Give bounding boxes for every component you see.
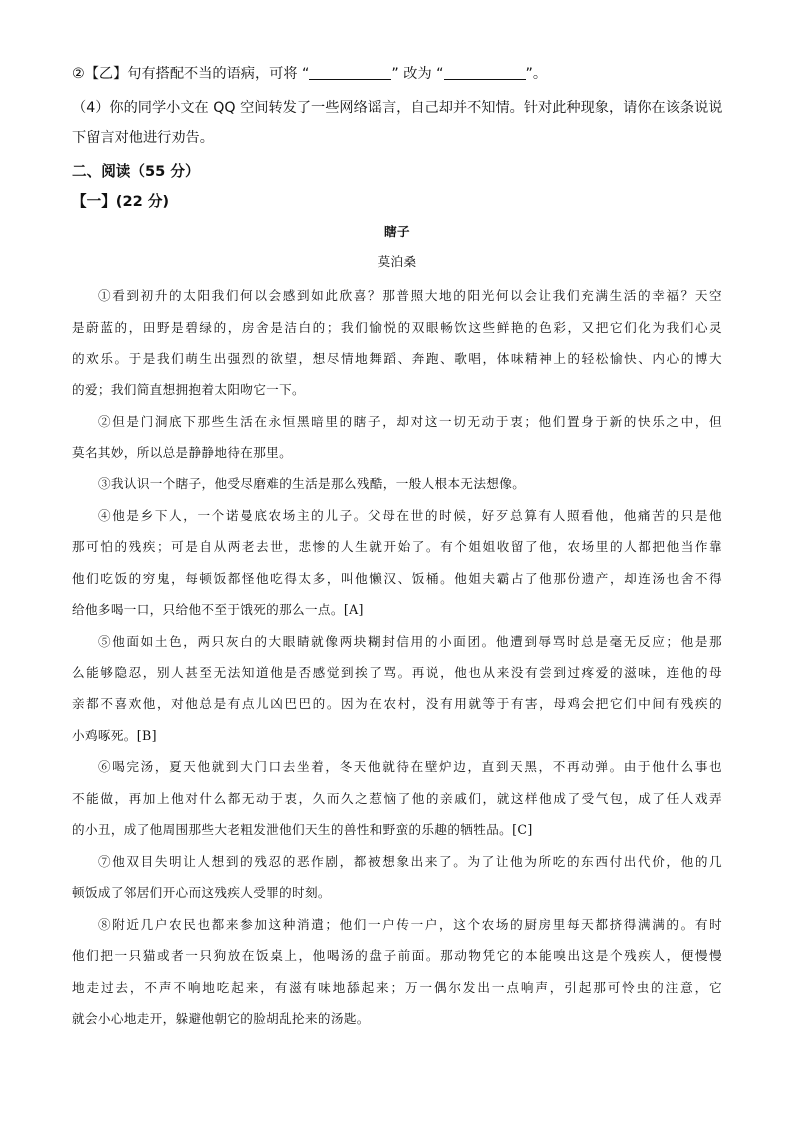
article-line: 那可怕的残疾；可是自从两老去世，悲惨的人生就开始了。有个姐姐收留了他，农场里的人都把他当作靠: [72, 539, 722, 554]
article-line: 么能够隐忍，别人甚至无法知道他是否感觉到挨了骂。再说，他也从来没有尝到过疼爱的滋味，连他的母: [72, 665, 722, 680]
article-line: ②但是门洞底下那些生活在永恒黑暗里的瞎子，却对这一切无动于衷；他们置身于新的快乐之中，但: [98, 414, 722, 429]
article-title: 瞎子: [384, 224, 410, 239]
article-line: 他们吃饭的穷鬼，每顿饭都怪他吃得太多，叫他懒汉、饭桶。他姐夫霸占了他那份遗产，却连汤也舍不得: [72, 571, 722, 586]
q2-prefix: ②【乙】句有搭配不当的语病，可将 “: [72, 66, 310, 82]
article-line: ⑦他双目失明让人想到的残忍的恶作剧，都被想象出来了。为了让他为所吃的东西付出代价，他的几: [98, 854, 722, 869]
answer-blank-1[interactable]: [309, 65, 391, 80]
answer-blank-2[interactable]: [444, 65, 526, 80]
question-2-line: [72, 64, 722, 84]
question-4-line-2: 下留言对他进行劝告。: [72, 130, 214, 146]
q2-suffix: ”。: [525, 66, 548, 82]
article-line: 不能做，再加上他对什么都无动于衷，久而久之惹恼了他的亲戚们，就这样他成了受气包，成了任人戏弄: [72, 791, 722, 806]
part-heading: 【一】(22 分): [72, 193, 170, 210]
article-author: 莫泊桑: [377, 254, 417, 269]
q2-mid: ” 改为 “: [391, 66, 444, 82]
section-heading: 二、阅读（55 分）: [72, 163, 200, 180]
article-line: ⑤他面如土色，两只灰白的大眼睛就像两块糊封信用的小面团。他遭到辱骂时总是毫无反应；他是那: [98, 634, 722, 649]
article-line: ⑥喝完汤，夏天他就到大门口去坐着，冬天他就待在壁炉边，直到天黑，不再动弹。由于他什么事也: [98, 759, 722, 774]
article-line: 给他多喝一口，只给他不至于饿死的那么一点。[A]: [72, 602, 364, 617]
article-line: 就会小心地走开，躲避他朝它的脸胡乱抡来的汤匙。: [72, 1011, 370, 1026]
article-line: 的欢乐。于是我们萌生出强烈的欲望，想尽情地舞蹈、奔跑、歌唱，体味精神上的轻松愉快、内心的博大: [72, 351, 722, 366]
article-line: 他们把一只猫或者一只狗放在饭桌上，他喝汤的盘子前面。那动物凭它的本能嗅出这是个残疾人，便慢慢: [72, 948, 722, 963]
article-line: ③我认识一个瞎子，他受尽磨难的生活是那么残酷，一般人根本无法想像。: [98, 476, 526, 491]
article-line: ⑧附近几户农民也都来参加这种消遣；他们一户传一户，这个农场的厨房里每天都挤得满满的。有时: [98, 917, 722, 932]
article-line: 小鸡啄死。[B]: [72, 728, 157, 743]
article-line: ①看到初升的太阳我们何以会感到如此欣喜？那普照大地的阳光何以会让我们充满生活的幸福？天空: [98, 288, 722, 303]
article-line: 地走过去，不声不响地吃起来，有滋有味地舔起来；万一偶尔发出一点响声，引起那可怜虫的注意，它: [72, 980, 722, 995]
article-line: 的爱；我们简直想拥抱着太阳吻它一下。: [72, 382, 305, 397]
article-line: 是蔚蓝的，田野是碧绿的，房舍是洁白的；我们愉悦的双眼畅饮这些鲜艳的色彩，又把它们化为我们心灵: [72, 320, 722, 335]
article-line: 莫名其妙，所以总是静静地待在那里。: [72, 445, 293, 460]
question-4-line-1: （4）你的同学小文在 QQ 空间转发了一些网络谣言，自己却并不知情。针对此种现象，请你在该条说说: [72, 100, 722, 116]
article-line: 亲都不喜欢他，对他总是有点儿凶巴巴的。因为在农村，没有用就等于有害，母鸡会把它们中间有残疾的: [72, 696, 722, 711]
article-line: ④他是乡下人，一个诺曼底农场主的儿子。父母在世的时候，好歹总算有人照看他，他痛苦的只是他: [98, 508, 722, 523]
article-line: 的小丑，成了他周围那些大老粗发泄他们天生的兽性和野蛮的乐趣的牺牲品。[C]: [72, 822, 533, 837]
article-line: 顿饭成了邻居们开心而这残疾人受罪的时刻。: [72, 885, 331, 900]
